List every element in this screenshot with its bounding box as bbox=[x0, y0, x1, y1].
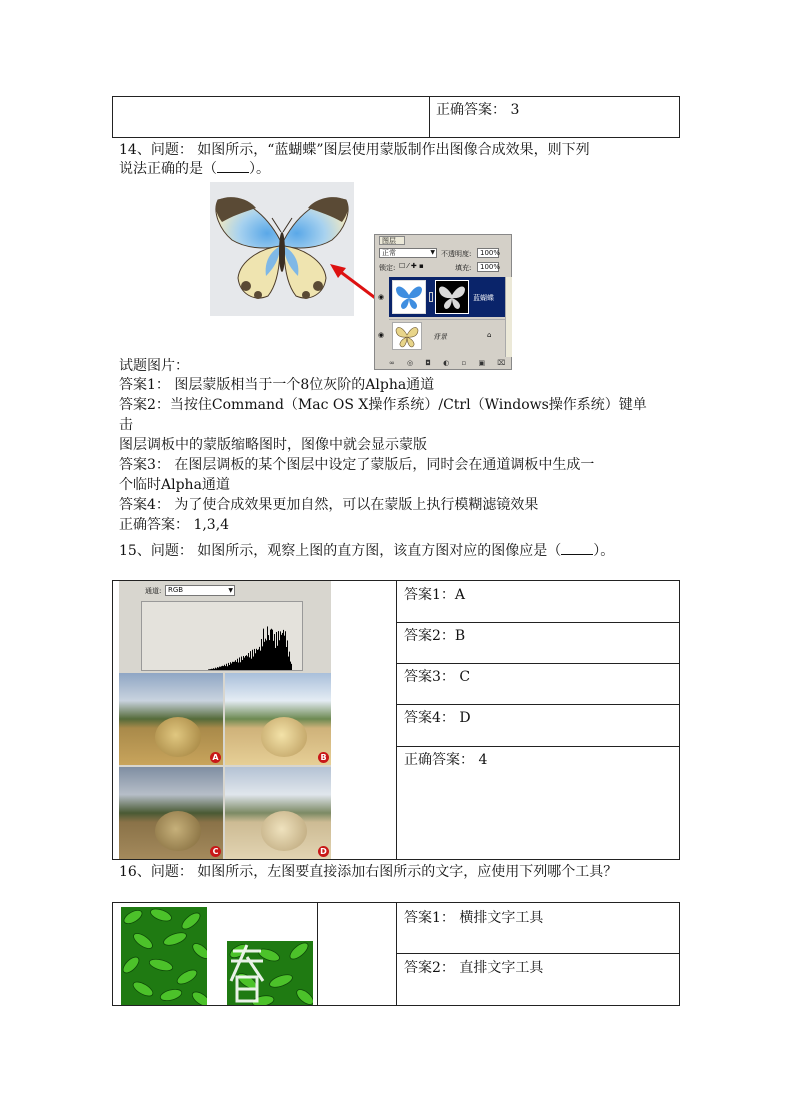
histogram-bar bbox=[275, 648, 276, 670]
histogram-bar bbox=[287, 640, 288, 670]
layers-panel bbox=[374, 234, 512, 370]
fill-field[interactable]: 100% bbox=[477, 262, 499, 272]
q15-answer2: 答案2：B bbox=[404, 628, 466, 644]
histogram-bar bbox=[268, 635, 269, 670]
histogram-bar bbox=[226, 664, 227, 670]
q16-col-divider bbox=[317, 903, 318, 1005]
histogram-bar bbox=[253, 657, 254, 670]
histogram-bar bbox=[230, 662, 231, 670]
histogram-bar bbox=[288, 657, 289, 670]
lock-icons: ☐ ⁄ ✚ ▪ bbox=[399, 262, 424, 270]
histogram-bar bbox=[216, 668, 217, 670]
histogram bbox=[142, 602, 302, 670]
histogram-bar bbox=[251, 659, 252, 670]
histogram-bar bbox=[249, 657, 250, 670]
eye-icon[interactable]: ◉ bbox=[378, 331, 385, 339]
histogram-bar bbox=[257, 650, 258, 670]
chevron-down-icon: ▼ bbox=[228, 587, 233, 594]
q15-answer4: 答案4： D bbox=[404, 710, 471, 726]
histogram-bar bbox=[233, 662, 234, 670]
histogram-bar bbox=[228, 663, 229, 670]
q14-image-label: 试题图片： bbox=[119, 358, 189, 374]
histogram-bar bbox=[225, 666, 226, 670]
histogram-bar bbox=[265, 639, 266, 670]
histogram-bar bbox=[282, 633, 283, 670]
q15-row-divider bbox=[397, 704, 679, 705]
q15-correct-answer: 正确答案： 4 bbox=[404, 752, 488, 768]
hay-photo-c bbox=[119, 767, 223, 859]
fill-label: 填充: bbox=[455, 264, 472, 272]
q15-row-divider bbox=[397, 622, 679, 623]
q16-question: 16、问题： 如图所示，左图要直接添加右图所示的文字，应使用下列哪个工具？ bbox=[119, 864, 618, 880]
blend-mode-select[interactable]: 正常 ▼ bbox=[379, 248, 437, 258]
opacity-label: 不透明度: bbox=[441, 250, 472, 258]
histogram-bar bbox=[256, 649, 257, 670]
histogram-bar bbox=[238, 663, 239, 670]
link-icon bbox=[429, 292, 433, 302]
histogram-bar bbox=[291, 664, 292, 670]
histogram-bar bbox=[266, 640, 267, 670]
lock-icon: ⌂ bbox=[487, 331, 492, 339]
histogram-bar bbox=[218, 668, 219, 670]
histogram-bar bbox=[241, 657, 242, 670]
histogram-bar bbox=[222, 666, 223, 670]
layers-scrollbar[interactable] bbox=[505, 277, 512, 357]
histogram-bar bbox=[279, 640, 280, 670]
histogram-bar bbox=[248, 653, 249, 670]
histogram-bar bbox=[254, 649, 255, 670]
photo-label-b: B bbox=[318, 752, 329, 763]
histogram-bar bbox=[236, 662, 237, 670]
layer-name-blue-butterfly: 蓝蝴蝶 bbox=[473, 294, 494, 302]
histogram-bar bbox=[219, 667, 220, 670]
histogram-bar bbox=[262, 646, 263, 670]
histogram-bar bbox=[246, 655, 247, 670]
hay-photo-b bbox=[225, 673, 331, 765]
histogram-bar bbox=[239, 657, 240, 670]
histogram-bar bbox=[250, 651, 251, 670]
histogram-bar bbox=[269, 640, 270, 670]
histogram-bar bbox=[224, 665, 225, 670]
q13-answer-table bbox=[112, 96, 680, 138]
histogram-bar bbox=[235, 660, 236, 670]
histogram-bar bbox=[252, 650, 253, 670]
channel-select[interactable]: RGB ▼ bbox=[165, 585, 235, 596]
channel-label: 通道: bbox=[145, 587, 162, 595]
blank-underline bbox=[217, 160, 249, 173]
histogram-bar bbox=[259, 647, 260, 670]
leaves-with-text-photo bbox=[227, 941, 313, 1005]
histogram-bar bbox=[270, 630, 271, 670]
q15-answer1: 答案1：A bbox=[404, 587, 466, 603]
histogram-bar bbox=[278, 631, 279, 670]
histogram-bar bbox=[213, 668, 214, 670]
q14-answer2-line1: 答案2：当按住Command（Mac OS X操作系统）/Ctrl（Windows操作系统）键单 bbox=[119, 397, 647, 413]
histogram-bar bbox=[217, 667, 218, 670]
q14-answer3-line1: 答案3： 在图层调板的某个图层中设定了蒙版后，同时会在通道调板中生成一 bbox=[119, 457, 595, 473]
histogram-bar bbox=[280, 631, 281, 670]
layer-row-blue-butterfly[interactable] bbox=[389, 277, 505, 317]
opacity-field[interactable]: 100% bbox=[477, 248, 499, 258]
q16-row-divider bbox=[397, 953, 679, 954]
histogram-bar bbox=[215, 668, 216, 670]
histogram-bar bbox=[208, 669, 209, 670]
histogram-bar bbox=[229, 665, 230, 670]
histogram-bar bbox=[260, 651, 261, 670]
histogram-bar bbox=[243, 656, 244, 670]
histogram-bar bbox=[242, 660, 243, 670]
histogram-bar bbox=[231, 663, 232, 670]
blank-underline bbox=[561, 542, 593, 555]
histogram-bar bbox=[281, 635, 282, 670]
q15-table bbox=[112, 580, 680, 860]
histogram-bar bbox=[273, 641, 274, 670]
hay-photo-d bbox=[225, 767, 331, 859]
leaves-photo bbox=[121, 907, 207, 1005]
mask-thumbnail[interactable] bbox=[435, 280, 469, 314]
layers-panel-tab: 图层 bbox=[379, 236, 405, 245]
histogram-bar bbox=[276, 632, 277, 670]
histogram-bar bbox=[274, 634, 275, 670]
histogram-bar bbox=[272, 630, 273, 670]
histogram-bar bbox=[284, 636, 285, 670]
q15-row-divider bbox=[397, 663, 679, 664]
histogram-bar bbox=[211, 669, 212, 670]
layer-name-background: 背景 bbox=[433, 333, 447, 341]
layer-row-background[interactable] bbox=[389, 319, 505, 352]
layer-thumbnail bbox=[392, 280, 426, 314]
histogram-bar bbox=[264, 642, 265, 670]
histogram-bar bbox=[234, 662, 235, 670]
histogram-bar bbox=[289, 652, 290, 670]
photo-label-a: A bbox=[210, 752, 221, 763]
histogram-bar bbox=[261, 639, 262, 670]
q14-answer2-line2: 击 bbox=[119, 417, 133, 433]
histogram-bar bbox=[245, 656, 246, 670]
q14-answer3-line2: 个临时Alpha通道 bbox=[119, 477, 230, 493]
q14-question-line1: 14、问题： 如图所示，“蓝蝴蝶”图层使用蒙版制作出图像合成效果，则下列 bbox=[119, 142, 590, 158]
histogram-bar bbox=[223, 666, 224, 670]
histogram-bar bbox=[286, 647, 287, 670]
histogram-bar bbox=[210, 669, 211, 670]
q16-col-divider bbox=[396, 903, 397, 1005]
q15-row-divider bbox=[397, 746, 679, 747]
histogram-bar bbox=[240, 662, 241, 670]
histogram-bar bbox=[277, 646, 278, 670]
q16-table bbox=[112, 902, 680, 1006]
histogram-bar bbox=[220, 667, 221, 670]
photo-grid bbox=[119, 673, 331, 859]
histogram-bar bbox=[214, 669, 215, 670]
histogram-bar bbox=[258, 649, 259, 670]
histogram-bar bbox=[255, 653, 256, 670]
photo-label-d: D bbox=[318, 846, 329, 857]
histogram-bar bbox=[290, 662, 291, 670]
histogram-bar bbox=[283, 630, 284, 670]
histogram-bar bbox=[232, 662, 233, 670]
q15-answer3: 答案3： C bbox=[404, 669, 471, 685]
hay-photo-a bbox=[119, 673, 223, 765]
q14-answer1: 答案1： 图层蒙版相当于一个8位灰阶的Alpha通道 bbox=[119, 377, 435, 393]
q14-question-line2: 说法正确的是（ ）。 bbox=[119, 161, 270, 177]
histogram-bar bbox=[209, 669, 210, 670]
histogram-bar bbox=[221, 666, 222, 670]
panel-toolbar-icons[interactable]: ∞ ◎ ◘ ◐ ▫ ▣ ⌧ bbox=[389, 359, 511, 367]
histogram-bar bbox=[247, 656, 248, 670]
histogram-bar bbox=[285, 631, 286, 670]
layer-thumbnail bbox=[392, 322, 422, 350]
histogram-bar bbox=[237, 659, 238, 670]
q14-answer4: 答案4： 为了使合成效果更加自然，可以在蒙版上执行模糊滤镜效果 bbox=[119, 497, 539, 513]
q15-image-cell bbox=[119, 581, 331, 859]
histogram-bar bbox=[263, 629, 264, 670]
layers-panel-toolbar bbox=[375, 359, 511, 369]
q16-answer2: 答案2： 直排文字工具 bbox=[404, 960, 544, 976]
histogram-bar bbox=[271, 629, 272, 670]
lock-label: 锁定: bbox=[379, 264, 396, 272]
eye-icon[interactable]: ◉ bbox=[378, 293, 385, 301]
histogram-bar bbox=[244, 658, 245, 670]
histogram-bar bbox=[227, 666, 228, 670]
photo-label-c: C bbox=[210, 846, 221, 857]
q13-correct-answer: 正确答案： 3 bbox=[436, 102, 520, 118]
histogram-bar bbox=[267, 626, 268, 670]
q15-question: 15、问题： 如图所示，观察上图的直方图，该直方图对应的图像应是（ ）。 bbox=[119, 543, 615, 559]
histogram-panel bbox=[141, 601, 303, 671]
chevron-down-icon: ▼ bbox=[430, 249, 435, 256]
histogram-bar bbox=[212, 669, 213, 670]
q16-answer1: 答案1： 横排文字工具 bbox=[404, 910, 544, 926]
q14-answer2-line3: 图层调板中的蒙版缩略图时，图像中就会显示蒙版 bbox=[119, 437, 427, 453]
q14-correct-answer: 正确答案： 1,3,4 bbox=[119, 517, 230, 533]
q13-table-divider bbox=[429, 97, 430, 137]
